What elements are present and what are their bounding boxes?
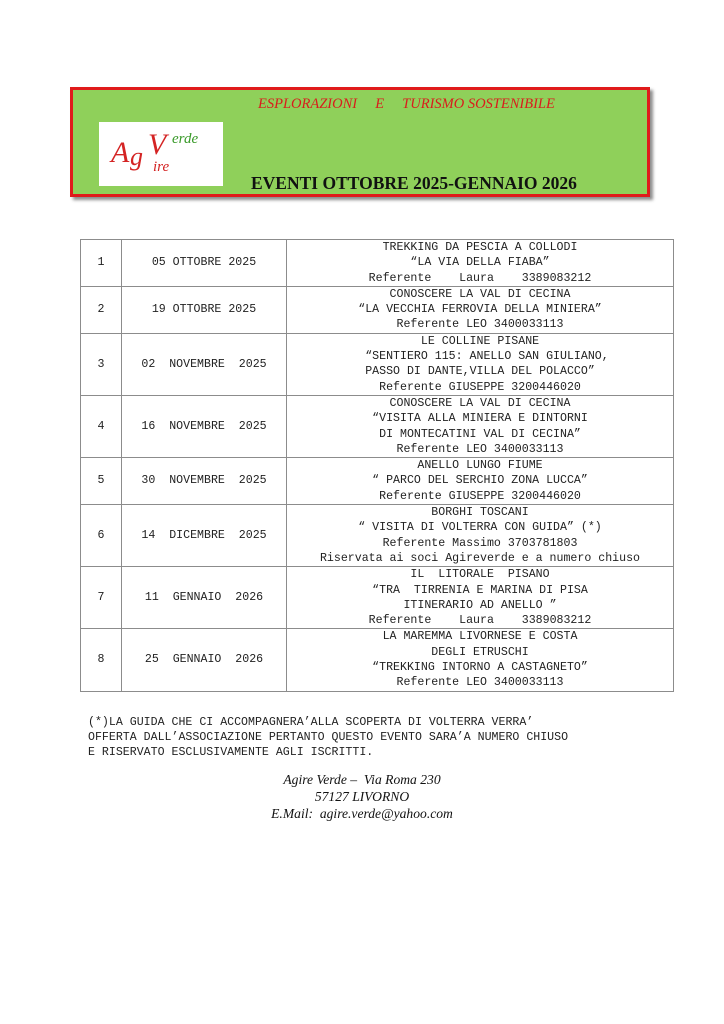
event-description — [287, 333, 674, 395]
event-date: 16 NOVEMBRE 2025 — [122, 395, 287, 457]
event-description-line: “LA VECCHIA FERROVIA DELLA MINIERA” — [358, 303, 602, 317]
event-description-line: Referente LEO 3400033113 — [396, 318, 564, 332]
event-description-line: Referente Massimo 3703781803 — [382, 536, 578, 550]
event-description-line: PASSO DI DANTE,VILLA DEL POLACCO” — [365, 365, 595, 379]
event-description-line: Referente LEO 3400033113 — [396, 676, 564, 690]
event-description-line: Riservata ai soci Agireverde e a numero chiuso — [319, 551, 641, 565]
event-row — [81, 458, 674, 505]
event-description — [287, 567, 674, 629]
event-description — [287, 629, 674, 691]
footnote — [88, 715, 568, 761]
event-number: 8 — [81, 629, 122, 691]
event-description-line: CONOSCERE LA VAL DI CECINA — [389, 287, 571, 301]
event-description-line: “SENTIERO 115: ANELLO SAN GIULIANO, — [351, 350, 609, 364]
event-description — [287, 505, 674, 567]
footnote-line: (*)LA GUIDA CHE CI ACCOMPAGNERA’ALLA SCOPERTA DI VOLTERRA VERRA’ — [88, 716, 534, 729]
event-number: 6 — [81, 505, 122, 567]
event-number: 5 — [81, 458, 122, 505]
event-description-line: TREKKING DA PESCIA A COLLODI — [382, 241, 578, 254]
event-description-line: “LA VIA DELLA FIABA” — [410, 256, 550, 270]
event-description-line: “ VISITA DI VOLTERRA CON GUIDA” (*) — [358, 521, 602, 535]
event-number: 4 — [81, 395, 122, 457]
logo-letter-a: A — [111, 136, 130, 169]
events-table — [80, 239, 674, 692]
event-row — [81, 286, 674, 333]
event-date: 05 OTTOBRE 2025 — [122, 240, 287, 287]
event-row — [81, 395, 674, 457]
event-date: 25 GENNAIO 2026 — [122, 629, 287, 691]
event-description — [287, 240, 674, 287]
event-description-line: ITINERARIO AD ANELLO ” — [403, 598, 557, 612]
event-description-line: CONOSCERE LA VAL DI CECINA — [389, 396, 571, 410]
contact-address: Agire Verde – Via Roma 230 — [283, 772, 441, 787]
event-description — [287, 286, 674, 333]
event-number: 3 — [81, 333, 122, 395]
event-number: 2 — [81, 286, 122, 333]
event-description-line: “VISITA ALLA MINIERA E DINTORNI — [372, 412, 588, 426]
event-date: 02 NOVEMBRE 2025 — [122, 333, 287, 395]
event-row — [81, 505, 674, 567]
event-row — [81, 629, 674, 691]
event-description-line: BORGHI TOSCANI — [431, 506, 529, 520]
event-date: 30 NOVEMBRE 2025 — [122, 458, 287, 505]
event-number: 7 — [81, 567, 122, 629]
event-description-line: LA MAREMMA LIVORNESE E COSTA — [382, 630, 578, 644]
event-row — [81, 333, 674, 395]
event-date: 19 OTTOBRE 2025 — [122, 286, 287, 333]
page-title: EVENTI OTTOBRE 2025-GENNAIO 2026 — [251, 173, 577, 193]
event-row — [81, 240, 674, 287]
footnote-line: OFFERTA DALL’ASSOCIAZIONE PERTANTO QUESTO EVENTO SARA’A NUMERO CHIUSO — [88, 731, 569, 745]
event-row — [81, 567, 674, 629]
header-tagline: ESPLORAZIONI E TURISMO SOSTENIBILE — [258, 96, 555, 112]
event-date: 11 GENNAIO 2026 — [122, 567, 287, 629]
logo-text-ire: ire — [153, 159, 170, 175]
contact-email: E.Mail: agire.verde@yahoo.com — [271, 806, 453, 821]
event-description — [287, 458, 674, 505]
event-description-line: “ PARCO DEL SERCHIO ZONA LUCCA” — [372, 474, 588, 488]
contact-city: 57127 LIVORNO — [314, 789, 410, 804]
event-number: 1 — [81, 240, 122, 287]
logo-letter-g: g — [130, 142, 143, 171]
logo-text-erde: erde — [172, 131, 199, 147]
event-description-line: Referente LEO 3400033113 — [396, 442, 564, 456]
footnote-line: E RISERVATO ESCLUSIVAMENTE AGLI ISCRITTI. — [88, 746, 374, 760]
event-description-line: “TRA TIRRENIA E MARINA DI PISA — [372, 583, 588, 597]
event-description-line: DEGLI ETRUSCHI — [431, 645, 529, 659]
event-description-line: LE COLLINE PISANE — [420, 334, 540, 348]
event-description-line: Referente Laura 3389083212 — [368, 271, 592, 285]
event-description-line: Referente GIUSEPPE 3200446020 — [379, 489, 581, 503]
event-description-line: ANELLO LUNGO FIUME — [417, 459, 543, 473]
event-description-line: “TREKKING INTORNO A CASTAGNETO” — [372, 661, 588, 675]
event-description-line: Referente GIUSEPPE 3200446020 — [379, 380, 581, 394]
event-description-line: DI MONTECATINI VAL DI CECINA” — [379, 427, 581, 441]
event-description-line: IL LITORALE PISANO — [410, 568, 550, 582]
event-date: 14 DICEMBRE 2025 — [122, 505, 287, 567]
header-banner — [70, 87, 650, 197]
contact-block — [0, 771, 724, 822]
event-description — [287, 395, 674, 457]
event-description-line: Referente Laura 3389083212 — [368, 614, 592, 628]
logo-letter-v: V — [148, 128, 167, 161]
agireverde-logo — [99, 122, 223, 186]
